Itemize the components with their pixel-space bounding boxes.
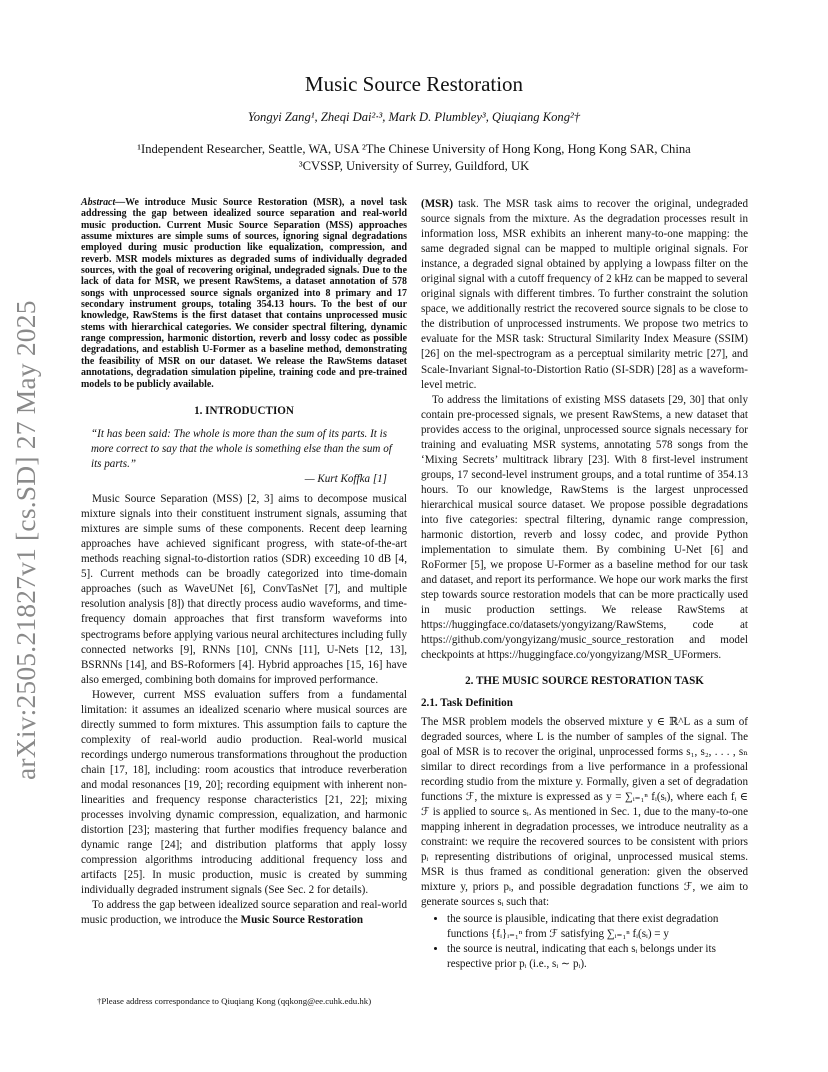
intro-paragraph-3-bold: Music Source Restoration	[240, 914, 364, 927]
intro-paragraph-1: Music Source Separation (MSS) [2, 3] aims to decompose musical mixture signals into their constituent instrument signals, assuming that mixtures are simple sums of these components. Recent deep learning approaches have achieved significant progress, with state-of-the-art methods reaching signal-to-distortion ratios (SDR) exceeding 10 dB [4, 5]. Current methods can be broadly categorized into time-domain approaches (such as WaveUNet [6], ConvTasNet [7], and multiple resolution analysis [8]) that directly process audio waveforms, and time-frequency domain approaches that first transform waveforms into spectrograms before applying various neural architectures including fully connected networks [9], RNNs [10], CNNs [11], U-Nets [12, 13], BSRNNs [14], and BS-Roformers [4]. Hybrid approaches [15, 16] have also emerged, combining both domains for improved performance.	[81, 493, 407, 686]
subsection-heading-task-definition: 2.1. Task Definition	[421, 696, 513, 709]
right-paragraph-1	[421, 197, 748, 393]
condition-list	[421, 912, 748, 972]
right-paragraph-1-text: task. The MSR task aims to recover the original, undegraded source signals from the mixture. As the degradation processes result in information loss, MSR exhibits an inherent many-to-one mapping: the same degraded signal can be mapped to multiple original signals. For instance, a degraded signal obtained by applying a lowpass filter on the original signal with a cutoff frequency of 2 kHz can be mapped to several original signals with different timbres. To further constraint the solution space, we additionally restrict the recovered source signals to be close to the distribution of unprocessed instruments. We propose two metrics to evaluate for the MSR task: Structural Similarity Index Measure (SSIM) [26] on the mel-spectrogram as a perceptual similarity metric [27], and Scale-Invariant Signal-to-Distortion Ratio (SI-SDR) [28] as a waveform-level metric.	[421, 198, 748, 391]
intro-paragraph-3	[81, 898, 407, 928]
right-paragraph-3: The MSR problem models the observed mixture y ∈ ℝ^L as a sum of degraded sources, where L is the number of samples of the signal. The goal of MSR is to recover the original, unprocessed forms s₁, s₂, . . . , sₙ similar to direct recordings from a live performance in a professional recording studio from the mixture y. Formally, given a set of degradation functions ℱ, the mixture is expressed as y = ∑ᵢ₌₁ⁿ fᵢ(sᵢ), where each fᵢ ∈ ℱ is applied to source sᵢ. As mentioned in Sec. 1, due to the many-to-one mapping inherent in degradation processes, we introduce neutrality as a constraint: we require the recovered sources to be consistent with priors pᵢ representing distributions of original, unprocessed musical stems. MSR is thus framed as conditional generation: given the observed mixture y, priors pᵢ, and possible degradation functions ℱ, we aim to generate sources sᵢ such that:	[421, 715, 748, 909]
abstract-text: We introduce Music Source Restoration (MSR), a novel task addressing the gap between idealized source separation and real-world music production. Current Music Source Separation (MSS) approaches assume mixtures are simple sums of sources, ignoring signal degradations employed during music production like equalization, compression, and reverb. MSR models mixtures as degraded sums of individually degraded sources, with the goal of recovering original, undegraded signals. Due to the lack of data for MSR, we present RawStems, a dataset annotation of 578 songs with unprocessed source signals organized into 8 primary and 17 secondary instrument groups, totaling 354.13 hours. To the best of our knowledge, RawStems is the first dataset that contains unprocessed music stems with hierarchical categories. We consider spectral filtering, dynamic range compression, harmonic distortion, reverb and lossy codec as possible degradations, and establish U-Former as a baseline method, demonstrating the feasibility of MSR on our dataset. We release the RawStems dataset annotations, degradation simulation pipeline, training code and pre-trained models to be publicly available.	[81, 197, 407, 390]
affiliation-line-2: ³CVSSP, University of Surrey, Guildford, UK	[298, 159, 530, 173]
condition-item-plausible: • the source is plausible, indicating that there exist degradation functions {fᵢ}ᵢ₌₁ⁿ from ℱ satisfying ∑ᵢ₌₁ⁿ fᵢ(sᵢ) = y	[447, 912, 748, 942]
right-paragraph-2: To address the limitations of existing MSS datasets [29, 30] that only contain pre-processed signals, we present RawStems, a new dataset that provides access to the original, unprocessed source signals necessary for training and evaluating MSR systems, annotating 578 songs from the ‘Mixing Secrets’ multitrack library [23]. With 8 first-level instrument groups, 17 second-level instrument groups, and a total runtime of 354.13 hours. To our knowledge, RawStems is the largest unprocessed hierarchical musical source dataset. We propose possible degradations into five categories: spectral filtering, dynamic range compression, harmonic distortion, reverb and lossy codec, and provide Python implementation to simulate them. By combining U-Net [6] and RoFormer [5], we propose U-Former as a baseline method for our task and dataset, and report its performance. We hope our work marks the first step towards source restoration models that can be more practically used in music production settings. We release RawStems at https://huggingface.co/datasets/yongyizang/RawStems, code at https://github.com/yongyizang/music_source_restoration and model checkpoints at https://huggingface.co/yongyizang/MSR_UFormers.	[421, 393, 748, 662]
condition-item-neutral: • the source is neutral, indicating that each sᵢ belongs under its respective prior pᵢ (i.e., sᵢ ∼ pᵢ).	[447, 942, 748, 972]
paper-title: Music Source Restoration	[304, 72, 524, 96]
epigraph-quote: “It has been said: The whole is more than the sum of its parts. It is more correct to say that the whole is something else than the sum of its parts.”	[91, 427, 392, 470]
right-column	[421, 197, 748, 972]
intro-paragraph-2: However, current MSS evaluation suffers from a fundamental limitation: it assumes an idealized scenario where musical sources are directly summed to form mixtures. This assumption fails to capture the complexity of real-world audio production. Real-world musical recordings undergo numerous transformations throughout the production chain [17, 18], including: room acoustics that introduce reverberation and modal resonances [19, 20]; recording equipment with inherent non-linearities and frequency response characteristics [21, 22]; mixing processes involving dynamic compression, equalization, and harmonic distortion [23]; mastering that further modifies frequency balance and dynamic range [24]; and distribution platforms that apply lossy compression algorithms introducing additional frequency loss and artifacts [25]. In music production, music is created by summing individually degraded instrument signals (See Sec. 2 for details).	[81, 688, 407, 897]
affiliation-line-1: ¹Independent Researcher, Seattle, WA, USA ²The Chinese University of Hong Kong, Hong Kong SAR, China	[137, 142, 691, 156]
footnote: †Please address correspondance to Qiuqiang Kong (qqkong@ee.cuhk.edu.hk)	[97, 996, 372, 1006]
left-column	[81, 197, 407, 928]
abstract	[81, 197, 407, 390]
right-paragraph-1-bold: (MSR)	[421, 198, 454, 210]
epigraph-attribution: — Kurt Koffka [1]	[304, 473, 387, 486]
author-list: Yongyi Zang¹, Zheqi Dai²·³, Mark D. Plumbley³, Qiuqiang Kong²†	[247, 110, 581, 124]
intro-paragraph-3-text: To address the gap between idealized source separation and real-world music production, we introduce the	[81, 899, 407, 927]
section-heading-introduction: 1. INTRODUCTION	[194, 404, 294, 417]
arxiv-identifier: arXiv:2505.21827v1 [cs.SD] 27 May 2025	[10, 300, 41, 780]
section-heading-msr-task: 2. THE MUSIC SOURCE RESTORATION TASK	[465, 675, 704, 688]
abstract-label: Abstract—	[81, 197, 126, 208]
